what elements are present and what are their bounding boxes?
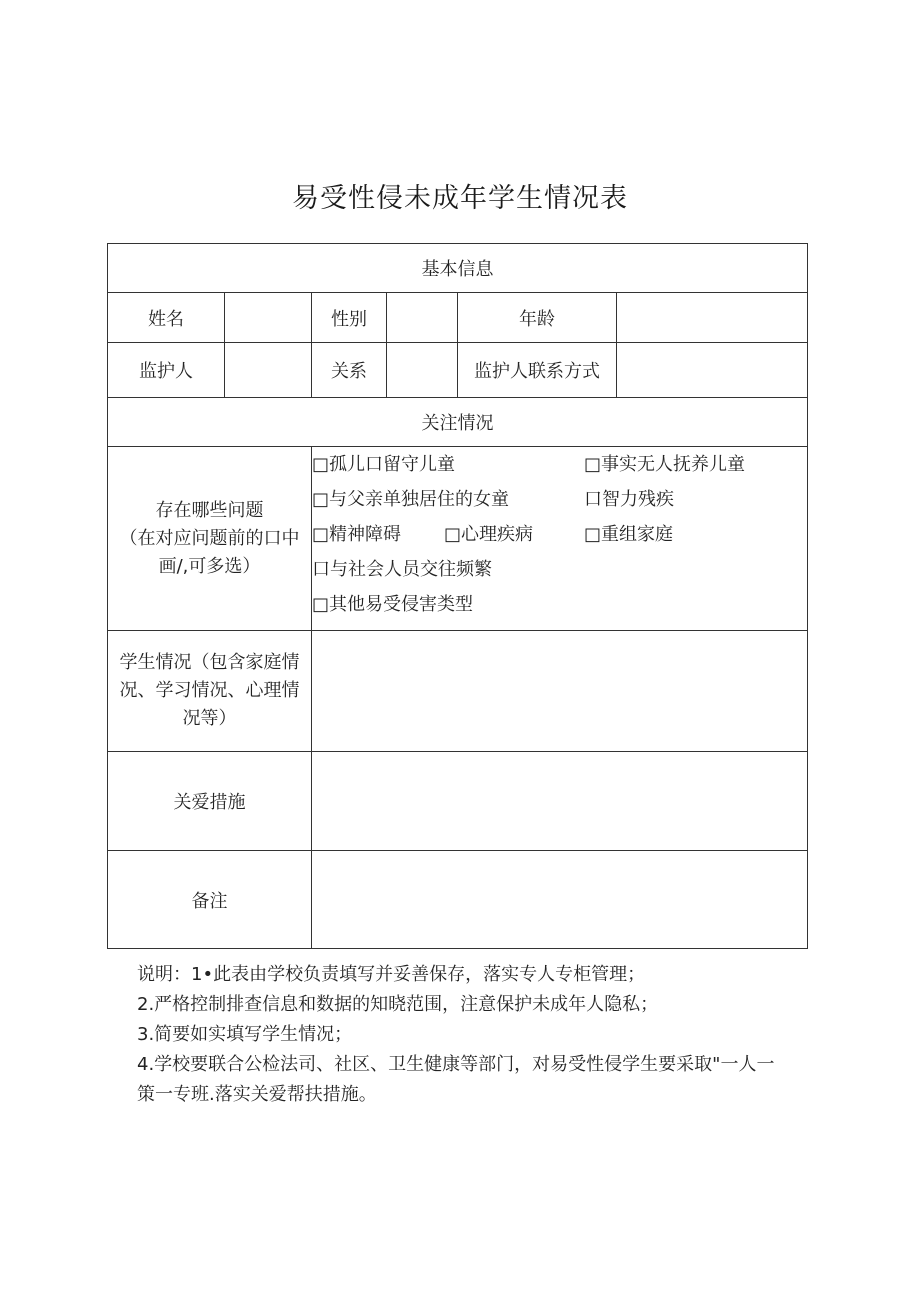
note-line: 说明：1•此表由学校负责填写并妥善保存，落实专人专柜管理； [137,964,646,985]
option-no-caretaker[interactable]: □事实无人抚养儿童 [584,454,746,475]
age-field[interactable] [617,293,808,343]
relation-field[interactable] [387,343,458,398]
relation-label: 关系 [312,343,387,398]
guardian-label: 监护人 [108,343,225,398]
guardian-contact-label: 监护人联系方式 [458,343,617,398]
option-mental-disorder[interactable]: □精神障碍 [312,524,402,545]
name-label: 姓名 [108,293,225,343]
guardian-contact-field[interactable] [617,343,808,398]
page-title: 易受性侵未成年学生情况表 [292,183,628,214]
option-intellectual-disability[interactable]: 口智力残疾 [584,489,674,510]
option-orphan-left-behind[interactable]: □孤儿口留守儿童 [312,454,456,475]
student-situation-field[interactable] [312,631,808,752]
note-line: 4.学校要联合公检法司、社区、卫生健康等部门，对易受性侵学生要采取"一人一 [137,1054,775,1075]
care-measures-label: 关爱措施 [108,752,312,851]
notes-block [137,960,807,1110]
gender-field[interactable] [387,293,458,343]
age-label: 年龄 [458,293,617,343]
note-line: 策一专班.落实关爱帮扶措施。 [137,1084,377,1105]
issues-label-line: 画/,可多选） [158,555,261,577]
gender-label: 性别 [312,293,387,343]
remarks-field[interactable] [312,851,808,949]
note-line: 2.严格控制排查信息和数据的知晓范围，注意保护未成年人隐私； [137,994,659,1015]
student-label-line: 况、学习情况、心理情 [119,680,300,701]
option-psychological-illness[interactable]: □心理疾病 [444,524,534,545]
issues-label [108,447,312,631]
care-measures-field[interactable] [312,752,808,851]
option-other-types[interactable]: □其他易受侵害类型 [312,594,474,615]
issues-label-line: 存在哪些问题 [155,499,264,521]
option-girl-living-with-father[interactable]: □与父亲单独居住的女童 [312,489,510,510]
option-social-contacts[interactable]: 口与社会人员交往频繁 [312,559,492,580]
focus-section-header: 关注情况 [108,398,808,447]
issues-options [312,447,808,631]
option-blended-family[interactable]: □重组家庭 [584,524,674,545]
student-label-line: 况等） [182,708,237,729]
info-form-table [107,243,808,949]
student-situation-label [108,631,312,752]
guardian-field[interactable] [225,343,312,398]
name-field[interactable] [225,293,312,343]
note-line: 3.简要如实填写学生情况； [137,1024,353,1045]
issues-label-line: （在对应问题前的口中 [119,527,300,549]
remarks-label: 备注 [108,851,312,949]
student-label-line: 学生情况（包含家庭情 [119,652,300,673]
basic-info-header: 基本信息 [108,244,808,293]
